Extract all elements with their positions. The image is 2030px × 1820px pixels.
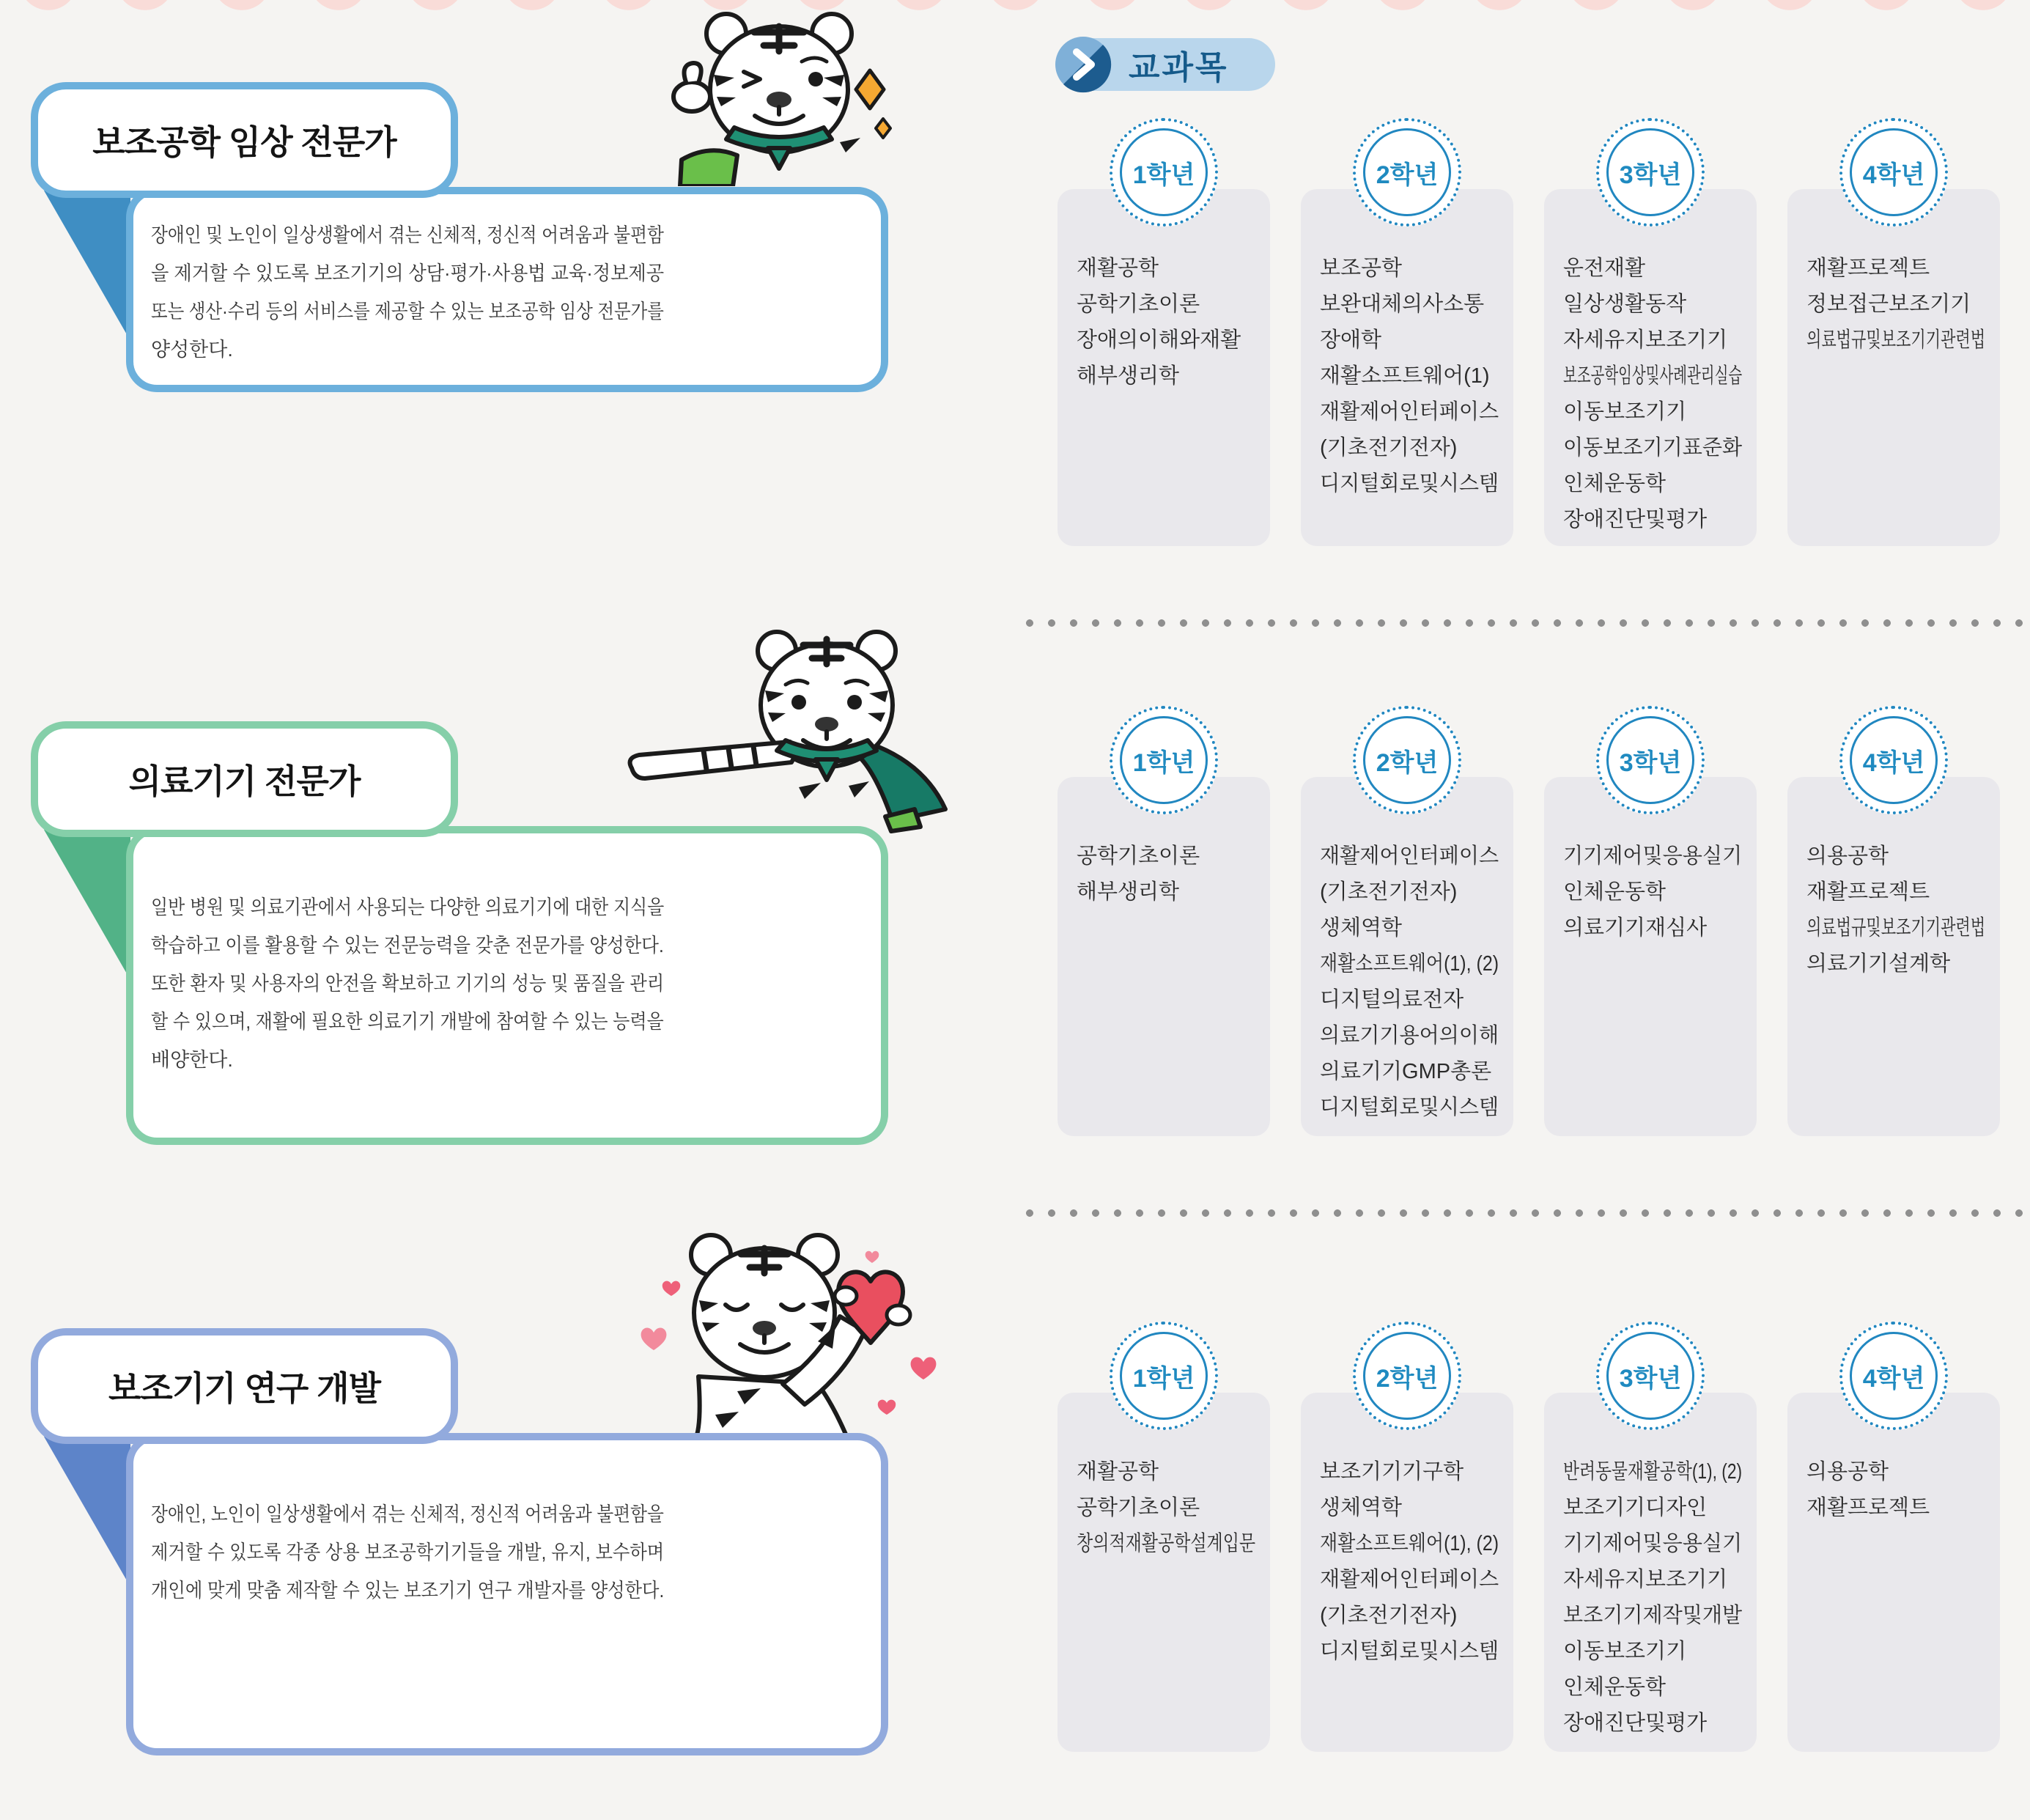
year-badge-label: 3학년 [1619, 748, 1682, 777]
year-badge [1353, 118, 1461, 226]
year-badge [1110, 706, 1218, 814]
career-description: 일반 병원 및 의료기관에서 사용되는 다양한 의료기기에 대한 지식을 학습하고 이를 활용할 수 있는 전문능력을 갖춘 전문가를 양성한다. 또한 환자 및 사용자의 안전을 확보하고 기기의 성능 및 품질을 관리 할 수 있으며, 재활에 필요한 의료기기 개발에 참여할 수 있는 능력을 배양한다. [151, 896, 665, 1071]
year-badge-label: 4학년 [1862, 748, 1925, 777]
year-badge-label: 4학년 [1862, 1364, 1925, 1393]
career-description: 장애인 및 노인이 일상생활에서 겪는 신체적, 정신적 어려움과 불편함 을 제거할 수 있도록 보조기기의 상담·평가·사용법 교육·정보제공 또는 생산·수리 등의 서비스를 제공할 수 있는 보조공학 임상 전문가를 양성한다. [151, 224, 665, 361]
dotted-separator [1019, 618, 2030, 628]
course-list: 재활공학 공학기초이론 창의적재활공학설계입문 [1077, 1460, 1256, 1555]
year-badge [1110, 118, 1218, 226]
year-badge [1596, 118, 1705, 226]
year-badge-label: 3학년 [1619, 161, 1682, 189]
year-badge [1596, 1322, 1705, 1430]
year-badge-label: 3학년 [1619, 1364, 1682, 1393]
course-list: 의용공학 재활프로젝트 의료법규및보조기기관련법 의료기기설계학 [1806, 844, 1986, 976]
career-title: 보조기기 연구 개발 [108, 1369, 381, 1407]
year-badge [1353, 1322, 1461, 1430]
course-panel [1058, 161, 1270, 546]
year-badge [1839, 1322, 1948, 1430]
year-badge-label: 2학년 [1376, 161, 1439, 189]
course-panel [1787, 748, 2000, 1136]
course-list: 보조공학 보완대체의사소통 장애학 재활소프트웨어(1) 재활제어인터페이스 (기초전기전자) 디지털회로및시스템 [1320, 257, 1499, 495]
course-panel [1544, 161, 1757, 546]
course-list: 운전재활 일상생활동작 자세유지보조기기 보조공학임상및사례관리실습 이동보조기기 이동보조기기표준화 인체운동학 장애진단및평가 [1563, 257, 1743, 531]
year-badge-label: 2학년 [1376, 1364, 1439, 1393]
course-panel [1787, 161, 2000, 546]
speech-bubble-tail [44, 830, 130, 980]
course-panel [1544, 1364, 1757, 1752]
tiger-pointing-mascot [607, 617, 959, 837]
course-list: 공학기초이론 해부생리학 [1077, 844, 1200, 904]
curriculum-header [1058, 38, 1275, 91]
career-title-bubble [31, 1328, 458, 1444]
course-list: 반려동물재활공학(1), (2) 보조기기디자인 기기제어및응용실기 자세유지보조기기 보조기기제작및개발 이동보조기기 인체운동학 장애진단및평가 [1563, 1460, 1743, 1735]
course-panel [1787, 1364, 2000, 1752]
tiger-heart-mascot [629, 1214, 951, 1441]
year-badge-label: 2학년 [1376, 748, 1439, 777]
course-panel [1301, 1364, 1513, 1752]
year-badge [1110, 1322, 1218, 1430]
course-list: 재활공학 공학기초이론 장애의이해와재활 해부생리학 [1077, 257, 1241, 388]
speech-bubble-tail [44, 1437, 130, 1587]
year-badge [1596, 706, 1705, 814]
career-title: 보조공학 임상 전문가 [92, 123, 396, 161]
dotted-separator [1019, 1208, 2030, 1218]
course-list: 재활프로젝트 정보접근보조기기 의료법규및보조기기관련법 [1806, 257, 1986, 352]
course-panel [1301, 161, 1513, 546]
course-list: 기기제어및응용실기 인체운동학 의료기기재심사 [1563, 844, 1743, 940]
year-badge-label: 1학년 [1132, 161, 1195, 189]
course-list: 재활제어인터페이스 (기초전기전자) 생체역학 재활소프트웨어(1), (2) 디지털의료전자 의료기기용어의이해 의료기기GMP총론 디지털회로및시스템 [1320, 844, 1499, 1119]
course-panel [1544, 748, 1757, 1136]
tiger-winking-mascot [651, 3, 893, 186]
career-title-bubble [31, 721, 458, 837]
year-badge-label: 1학년 [1132, 1364, 1195, 1393]
speech-bubble-tail [44, 191, 130, 341]
career-title: 의료기기 전문가 [128, 762, 361, 800]
career-description: 장애인, 노인이 일상생활에서 겪는 신체적, 정신적 어려움과 불편함을 제거할 수 있도록 각종 상용 보조공학기기들을 개발, 유지, 보수하며 개인에 맞게 맞춤 제작할 수 있는 보조기기 연구 개발자를 양성한다. [151, 1503, 665, 1602]
curriculum-header-label: 교과목 [1129, 50, 1229, 86]
chevron-right-icon [1054, 35, 1112, 94]
course-list: 의용공학 재활프로젝트 [1806, 1460, 1930, 1519]
course-panel [1301, 748, 1513, 1136]
sparkle-icon [856, 70, 890, 138]
year-badge [1353, 706, 1461, 814]
top-scallop-decoration [0, 0, 2030, 29]
year-badge-label: 1학년 [1132, 748, 1195, 777]
course-panel [1058, 748, 1270, 1136]
career-description-bubble [126, 826, 888, 1145]
year-badge [1839, 706, 1948, 814]
year-badge-label: 4학년 [1862, 161, 1925, 189]
career-title-bubble [31, 82, 458, 198]
year-badge [1839, 118, 1948, 226]
course-list: 보조기기기구학 생체역학 재활소프트웨어(1), (2) 재활제어인터페이스 (기초전기전자) 디지털회로및시스템 [1320, 1460, 1499, 1663]
career-description-bubble [126, 187, 888, 392]
course-panel [1058, 1364, 1270, 1752]
career-description-bubble [126, 1433, 888, 1755]
